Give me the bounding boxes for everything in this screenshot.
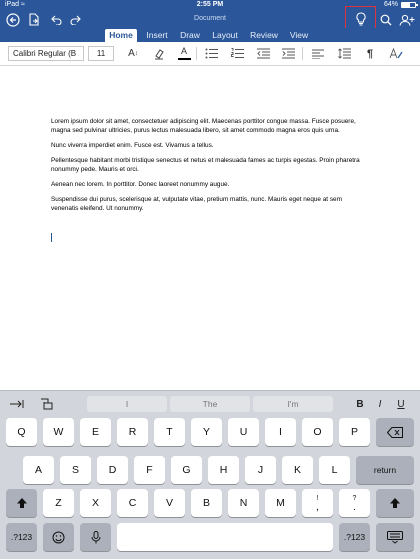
key-h[interactable]: H [208,456,239,484]
emoji-icon[interactable] [43,523,74,551]
delete-key[interactable] [376,418,414,446]
tab-insert[interactable]: Insert [146,30,168,40]
paragraph[interactable]: Aenean nec lorem. In porttitor. Donec laoreet nonummy augue. [51,180,230,188]
decrease-indent-icon[interactable] [254,45,272,62]
paragraph[interactable]: Pellentesque habitant morbi tristique senectus et netus et malesuada fames ac turpis egestas. Proin pharetra nonummy pede. Mauris et orci. [51,156,360,174]
key-t[interactable]: T [154,418,185,446]
key-d[interactable]: D [97,456,128,484]
suggestion-3[interactable]: I'm [253,396,333,412]
search-icon[interactable] [376,11,396,28]
tab-key-icon[interactable] [6,395,28,413]
numbering-icon[interactable] [228,45,246,62]
highlighter-icon[interactable] [150,45,168,62]
bold-button[interactable]: B [356,398,364,410]
key-v[interactable]: V [154,489,185,517]
font-color-icon[interactable]: A [175,45,193,62]
on-screen-keyboard [0,390,420,559]
key-e[interactable]: E [80,418,111,446]
hide-keyboard-icon[interactable] [376,523,414,551]
tab-view[interactable]: View [289,30,309,40]
paragraph[interactable]: Lorem ipsum dolor sit amet, consectetuer adipiscing elit. Maecenas porttitor congue massa. Fusce posuere, magna sed pulvinar ultricies, purus lectus malesuada libero, sit amet commodo magna eros quis urna. [51,118,356,135]
key-y[interactable]: Y [191,418,222,446]
key-m[interactable]: M [265,489,296,517]
font-name-box[interactable]: Calibri Regular (B [8,46,84,61]
share-person-icon[interactable] [397,11,417,28]
battery-icon [401,2,416,8]
dictation-mic-icon[interactable] [80,523,111,551]
wifi-icon: ≈ [20,1,25,8]
key-u[interactable]: U [228,418,259,446]
text-cursor [51,233,52,242]
tab-home[interactable]: Home [105,29,137,42]
paragraph[interactable]: Suspendisse dui purus, scelerisque at, vulputate vitae, pretium mattis, nunc. Mauris eget neque at sem venenatis eleifend. Ut nonummy. [51,195,342,213]
italic-button[interactable]: I [378,398,382,410]
home-toolbar [0,42,420,66]
shift-key-left[interactable] [6,489,37,517]
suggestion-2[interactable]: The [170,396,250,412]
key-o[interactable]: O [302,418,333,446]
bullets-icon[interactable] [202,45,220,62]
key-l[interactable]: L [319,456,350,484]
paragraph-marks-icon[interactable]: ¶ [366,47,374,60]
key-w[interactable]: W [43,418,74,446]
key-s[interactable]: S [60,456,91,484]
shift-key-right[interactable] [376,489,414,517]
key-p[interactable]: P [339,418,370,446]
carrier-label: iPad ≈ [5,1,25,8]
return-key[interactable]: return [356,456,414,484]
keyboard-shortcut-bar [0,391,420,415]
document-title: Document [194,15,226,22]
increase-indent-icon[interactable] [279,45,297,62]
key-g[interactable]: G [171,456,202,484]
clock: 2:55 PM [196,1,224,8]
align-left-icon[interactable] [309,45,327,62]
key-j[interactable]: J [245,456,276,484]
key-k[interactable]: K [282,456,313,484]
key-b[interactable]: B [191,489,222,517]
line-spacing-icon[interactable] [335,45,353,62]
key-r[interactable]: R [117,418,148,446]
key-question-period[interactable]: ? . [339,489,370,517]
numbers-key-right[interactable]: .?123 [339,523,370,551]
key-z[interactable]: Z [43,489,74,517]
key-x[interactable]: X [80,489,111,517]
font-size-grow-icon[interactable]: A ↕ [128,48,138,59]
tab-layout[interactable]: Layout [212,30,238,40]
underline-button[interactable]: U [397,398,405,410]
tab-review[interactable]: Review [250,30,278,40]
paragraph[interactable]: Nunc viverra imperdiet enim. Fusce est. Vivamus a tellus. [51,142,214,150]
key-q[interactable]: Q [6,418,37,446]
battery-percent: 64% [383,1,398,8]
styles-icon[interactable] [387,45,405,62]
key-f[interactable]: F [134,456,165,484]
suggestion-1[interactable]: I [87,396,167,412]
key-exclaim-comma[interactable]: ! , [302,489,333,517]
key-c[interactable]: C [117,489,148,517]
font-color-swatch [178,58,191,60]
title-bar [0,11,420,28]
document-body[interactable] [51,117,371,219]
space-bar[interactable] [117,523,333,551]
key-i[interactable]: I [265,418,296,446]
font-size-box[interactable]: 11 [88,46,114,61]
key-n[interactable]: N [228,489,259,517]
paste-icon[interactable] [36,395,58,413]
ribbon-tabs [0,28,420,42]
tab-draw[interactable]: Draw [180,30,200,40]
numbers-key-left[interactable]: .?123 [6,523,37,551]
key-a[interactable]: A [23,456,54,484]
